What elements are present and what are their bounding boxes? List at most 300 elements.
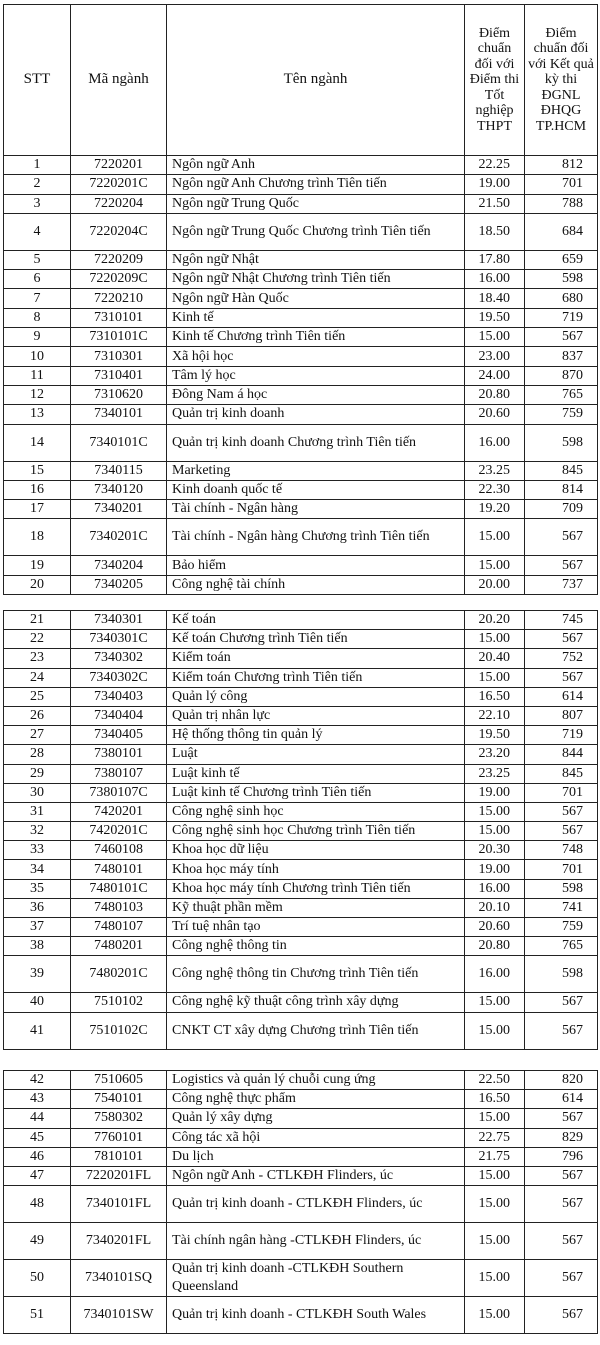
row-ten-nganh: Kiểm toán Chương trình Tiên tiến [167,668,465,687]
row-ma-nganh: 7220209C [71,270,167,289]
row-ma-nganh: 7480201 [71,937,167,956]
row-stt: 19 [4,556,71,575]
row-ten-nganh: Kế toán [167,611,465,630]
row-stt: 6 [4,270,71,289]
row-diem-dgnl: 765 [525,937,598,956]
row-stt: 31 [4,802,71,821]
row-diem-dgnl: 752 [525,649,598,668]
table-row [4,480,598,499]
row-diem-thpt: 15.00 [465,1012,525,1049]
row-diem-thpt: 23.20 [465,745,525,764]
row-diem-dgnl: 567 [525,802,598,821]
row-diem-thpt: 21.75 [465,1147,525,1166]
row-stt: 29 [4,764,71,783]
row-stt: 16 [4,480,71,499]
row-diem-thpt: 19.20 [465,500,525,519]
row-stt: 50 [4,1260,71,1297]
row-diem-thpt: 15.00 [465,822,525,841]
row-stt: 36 [4,898,71,917]
row-ma-nganh: 7340120 [71,480,167,499]
row-ten-nganh: Marketing [167,461,465,480]
row-ma-nganh: 7480101C [71,879,167,898]
row-ten-nganh: Quản trị kinh doanh Chương trình Tiên tiến [167,424,465,461]
row-ma-nganh: 7480107 [71,918,167,937]
row-ma-nganh: 7220201C [71,175,167,194]
row-diem-dgnl: 820 [525,1071,598,1090]
row-diem-dgnl: 701 [525,783,598,802]
row-ma-nganh: 7340101SQ [71,1260,167,1297]
row-ten-nganh: Ngôn ngữ Anh Chương trình Tiên tiến [167,175,465,194]
row-diem-thpt: 20.80 [465,385,525,404]
row-diem-dgnl: 788 [525,194,598,213]
row-stt: 4 [4,213,71,250]
row-diem-thpt: 15.00 [465,1297,525,1334]
row-ten-nganh: Công nghệ tài chính [167,575,465,594]
row-ma-nganh: 7340205 [71,575,167,594]
table-body-part-1 [4,156,598,595]
table-body-part-3 [4,1071,598,1334]
row-ten-nganh: Quản trị kinh doanh - CTLKĐH South Wales [167,1297,465,1334]
row-diem-thpt: 22.10 [465,706,525,725]
row-ten-nganh: Công nghệ sinh học Chương trình Tiên tiến [167,822,465,841]
row-ten-nganh: Ngôn ngữ Trung Quốc [167,194,465,213]
row-stt: 2 [4,175,71,194]
row-ma-nganh: 7480101 [71,860,167,879]
row-ten-nganh: Quản lý xây dựng [167,1109,465,1128]
header-diem-dgnl: Điểm chuẩn đối với Kết quả kỳ thi ĐGNL ĐHQG TP.HCM [525,5,598,156]
row-diem-thpt: 18.40 [465,289,525,308]
row-stt: 20 [4,575,71,594]
row-ma-nganh: 7340404 [71,706,167,725]
table-row [4,1186,598,1223]
row-diem-dgnl: 745 [525,611,598,630]
row-stt: 14 [4,424,71,461]
row-diem-thpt: 20.80 [465,937,525,956]
row-stt: 8 [4,308,71,327]
table-row [4,556,598,575]
row-ten-nganh: Ngôn ngữ Anh - CTLKĐH Flinders, úc [167,1166,465,1185]
row-diem-thpt: 20.60 [465,405,525,424]
row-diem-thpt: 19.50 [465,726,525,745]
row-diem-dgnl: 614 [525,687,598,706]
table-row [4,250,598,269]
row-diem-dgnl: 567 [525,556,598,575]
table-row [4,783,598,802]
header-stt: STT [4,5,71,156]
row-diem-thpt: 15.00 [465,802,525,821]
row-diem-thpt: 16.00 [465,879,525,898]
row-stt: 18 [4,519,71,556]
table-row [4,1260,598,1297]
row-diem-thpt: 22.30 [465,480,525,499]
row-diem-thpt: 15.00 [465,1186,525,1223]
row-ma-nganh: 7510102C [71,1012,167,1049]
row-diem-thpt: 24.00 [465,366,525,385]
table-body-part-2 [4,611,598,1050]
table-row [4,175,598,194]
row-diem-thpt: 15.00 [465,1109,525,1128]
row-stt: 42 [4,1071,71,1090]
table-section-1 [0,4,600,595]
row-ten-nganh: Kỹ thuật phần mềm [167,898,465,917]
row-diem-thpt: 17.80 [465,250,525,269]
table-row [4,194,598,213]
row-stt: 33 [4,841,71,860]
row-diem-thpt: 23.00 [465,347,525,366]
row-diem-thpt: 15.00 [465,1166,525,1185]
table-row [4,745,598,764]
row-stt: 48 [4,1186,71,1223]
table-row [4,1166,598,1185]
row-stt: 23 [4,649,71,668]
row-stt: 25 [4,687,71,706]
row-ma-nganh: 7340302 [71,649,167,668]
row-ten-nganh: Kinh doanh quốc tế [167,480,465,499]
row-ten-nganh: Quản trị kinh doanh [167,405,465,424]
row-ten-nganh: Hệ thống thông tin quản lý [167,726,465,745]
row-stt: 38 [4,937,71,956]
row-ma-nganh: 7480103 [71,898,167,917]
row-diem-dgnl: 567 [525,1166,598,1185]
row-ten-nganh: Tài chính - Ngân hàng Chương trình Tiên tiến [167,519,465,556]
row-ma-nganh: 7310101 [71,308,167,327]
row-ma-nganh: 7340201FL [71,1223,167,1260]
row-stt: 35 [4,879,71,898]
table-header-row [4,5,598,156]
row-ten-nganh: Quản trị nhân lực [167,706,465,725]
row-diem-dgnl: 759 [525,405,598,424]
row-diem-thpt: 20.40 [465,649,525,668]
table-row [4,649,598,668]
table-row [4,424,598,461]
row-stt: 45 [4,1128,71,1147]
row-diem-thpt: 22.50 [465,1071,525,1090]
row-diem-dgnl: 567 [525,668,598,687]
row-diem-thpt: 16.00 [465,956,525,993]
row-diem-dgnl: 567 [525,519,598,556]
row-stt: 7 [4,289,71,308]
table-row [4,630,598,649]
row-ma-nganh: 7220204 [71,194,167,213]
row-diem-dgnl: 567 [525,1297,598,1334]
row-ma-nganh: 7510102 [71,993,167,1012]
row-ten-nganh: Xã hội học [167,347,465,366]
row-ma-nganh: 7810101 [71,1147,167,1166]
table-row [4,461,598,480]
table-row [4,405,598,424]
row-stt: 39 [4,956,71,993]
row-ma-nganh: 7220204C [71,213,167,250]
row-stt: 10 [4,347,71,366]
table-row [4,1128,598,1147]
row-ten-nganh: Khoa học máy tính [167,860,465,879]
row-stt: 26 [4,706,71,725]
row-diem-thpt: 20.60 [465,918,525,937]
row-diem-dgnl: 829 [525,1128,598,1147]
row-ma-nganh: 7510605 [71,1071,167,1090]
row-ma-nganh: 7760101 [71,1128,167,1147]
row-diem-dgnl: 709 [525,500,598,519]
table-row [4,308,598,327]
row-stt: 51 [4,1297,71,1334]
row-ma-nganh: 7580302 [71,1109,167,1128]
row-diem-thpt: 15.00 [465,630,525,649]
row-diem-thpt: 16.50 [465,687,525,706]
row-ten-nganh: Quản trị kinh doanh -CTLKĐH Southern Queensland [167,1260,465,1297]
row-diem-dgnl: 680 [525,289,598,308]
table-row [4,918,598,937]
row-ma-nganh: 7380107 [71,764,167,783]
row-diem-thpt: 16.50 [465,1090,525,1109]
row-diem-thpt: 22.75 [465,1128,525,1147]
admission-score-table-part-3 [3,1070,598,1334]
row-diem-dgnl: 719 [525,308,598,327]
row-stt: 17 [4,500,71,519]
row-diem-dgnl: 567 [525,1109,598,1128]
row-stt: 30 [4,783,71,802]
row-diem-thpt: 19.00 [465,860,525,879]
table-row [4,1297,598,1334]
row-ma-nganh: 7340301C [71,630,167,649]
row-ten-nganh: Logistics và quản lý chuỗi cung ứng [167,1071,465,1090]
row-ten-nganh: Tài chính - Ngân hàng [167,500,465,519]
row-ma-nganh: 7340101C [71,424,167,461]
table-row [4,687,598,706]
row-stt: 21 [4,611,71,630]
row-ten-nganh: Đông Nam á học [167,385,465,404]
row-diem-dgnl: 567 [525,1260,598,1297]
row-diem-thpt: 16.00 [465,270,525,289]
row-stt: 24 [4,668,71,687]
row-ma-nganh: 7310301 [71,347,167,366]
row-stt: 13 [4,405,71,424]
row-ma-nganh: 7310101C [71,328,167,347]
row-ten-nganh: Ngôn ngữ Trung Quốc Chương trình Tiên tiến [167,213,465,250]
row-ten-nganh: Công tác xã hội [167,1128,465,1147]
row-diem-thpt: 15.00 [465,328,525,347]
row-diem-thpt: 15.00 [465,1223,525,1260]
table-row [4,289,598,308]
table-section-2 [0,610,600,1050]
row-diem-dgnl: 719 [525,726,598,745]
table-row [4,764,598,783]
table-row [4,841,598,860]
row-diem-thpt: 19.00 [465,783,525,802]
row-ma-nganh: 7540101 [71,1090,167,1109]
row-diem-thpt: 15.00 [465,556,525,575]
row-diem-thpt: 16.00 [465,424,525,461]
table-row [4,898,598,917]
row-ma-nganh: 7380107C [71,783,167,802]
row-ten-nganh: Kinh tế Chương trình Tiên tiến [167,328,465,347]
row-diem-thpt: 19.00 [465,175,525,194]
row-stt: 1 [4,156,71,175]
table-row [4,1071,598,1090]
row-ten-nganh: Ngôn ngữ Anh [167,156,465,175]
row-ma-nganh: 7340201 [71,500,167,519]
row-diem-dgnl: 845 [525,461,598,480]
row-ten-nganh: Ngôn ngữ Nhật Chương trình Tiên tiến [167,270,465,289]
header-ma-nganh: Mã ngành [71,5,167,156]
row-ten-nganh: Ngôn ngữ Hàn Quốc [167,289,465,308]
table-row [4,156,598,175]
row-ma-nganh: 7340201C [71,519,167,556]
row-diem-thpt: 18.50 [465,213,525,250]
table-row [4,347,598,366]
row-stt: 43 [4,1090,71,1109]
row-stt: 9 [4,328,71,347]
row-diem-dgnl: 870 [525,366,598,385]
table-row [4,668,598,687]
table-row [4,1090,598,1109]
row-diem-dgnl: 845 [525,764,598,783]
row-diem-dgnl: 812 [525,156,598,175]
row-diem-dgnl: 844 [525,745,598,764]
row-ma-nganh: 7340302C [71,668,167,687]
row-diem-dgnl: 701 [525,175,598,194]
row-ma-nganh: 7220210 [71,289,167,308]
row-diem-thpt: 20.20 [465,611,525,630]
row-stt: 22 [4,630,71,649]
row-ten-nganh: Trí tuệ nhân tạo [167,918,465,937]
row-ma-nganh: 7340115 [71,461,167,480]
header-diem-thpt: Điểm chuẩn đối với Điểm thi Tốt nghiệp THPT [465,5,525,156]
row-stt: 49 [4,1223,71,1260]
row-ten-nganh: Luật kinh tế [167,764,465,783]
table-row [4,937,598,956]
row-diem-dgnl: 684 [525,213,598,250]
row-diem-dgnl: 567 [525,1012,598,1049]
row-ten-nganh: Khoa học dữ liệu [167,841,465,860]
table-row [4,802,598,821]
row-diem-thpt: 21.50 [465,194,525,213]
row-ma-nganh: 7460108 [71,841,167,860]
row-stt: 34 [4,860,71,879]
row-ten-nganh: Luật [167,745,465,764]
row-stt: 44 [4,1109,71,1128]
row-ma-nganh: 7220201 [71,156,167,175]
row-stt: 47 [4,1166,71,1185]
row-diem-dgnl: 701 [525,860,598,879]
row-ten-nganh: Kiểm toán [167,649,465,668]
row-diem-dgnl: 765 [525,385,598,404]
row-stt: 46 [4,1147,71,1166]
row-diem-thpt: 20.00 [465,575,525,594]
row-diem-thpt: 23.25 [465,764,525,783]
row-ma-nganh: 7340101FL [71,1186,167,1223]
row-ma-nganh: 7310620 [71,385,167,404]
row-diem-dgnl: 567 [525,630,598,649]
table-row [4,270,598,289]
row-diem-thpt: 15.00 [465,1260,525,1297]
table-row [4,860,598,879]
row-diem-thpt: 19.50 [465,308,525,327]
row-ma-nganh: 7340301 [71,611,167,630]
row-diem-dgnl: 748 [525,841,598,860]
row-diem-dgnl: 598 [525,270,598,289]
table-row [4,611,598,630]
row-diem-thpt: 15.00 [465,668,525,687]
row-ten-nganh: Du lịch [167,1147,465,1166]
row-diem-dgnl: 567 [525,1186,598,1223]
row-ten-nganh: Công nghệ thông tin Chương trình Tiên tiến [167,956,465,993]
row-diem-dgnl: 598 [525,879,598,898]
row-stt: 5 [4,250,71,269]
row-ten-nganh: Công nghệ thông tin [167,937,465,956]
row-diem-dgnl: 614 [525,1090,598,1109]
row-stt: 27 [4,726,71,745]
row-stt: 41 [4,1012,71,1049]
table-row [4,956,598,993]
admission-score-table-part-1 [3,4,598,595]
table-row [4,385,598,404]
row-stt: 3 [4,194,71,213]
table-row [4,366,598,385]
row-ten-nganh: Quản trị kinh doanh - CTLKĐH Flinders, úc [167,1186,465,1223]
row-stt: 28 [4,745,71,764]
row-diem-dgnl: 598 [525,956,598,993]
row-diem-dgnl: 759 [525,918,598,937]
row-ma-nganh: 7340405 [71,726,167,745]
table-row [4,1109,598,1128]
row-stt: 15 [4,461,71,480]
row-ten-nganh: CNKT CT xây dựng Chương trình Tiên tiến [167,1012,465,1049]
row-diem-dgnl: 567 [525,822,598,841]
row-ma-nganh: 7310401 [71,366,167,385]
table-row [4,1147,598,1166]
table-row [4,706,598,725]
table-row [4,993,598,1012]
row-stt: 37 [4,918,71,937]
table-row [4,519,598,556]
row-ma-nganh: 7220201FL [71,1166,167,1185]
row-ten-nganh: Công nghệ thực phẩm [167,1090,465,1109]
row-ma-nganh: 7340403 [71,687,167,706]
table-section-3 [0,1070,600,1334]
row-ma-nganh: 7340101 [71,405,167,424]
row-diem-dgnl: 567 [525,1223,598,1260]
row-stt: 40 [4,993,71,1012]
table-row [4,1012,598,1049]
row-ma-nganh: 7420201 [71,802,167,821]
row-diem-thpt: 15.00 [465,519,525,556]
row-diem-dgnl: 737 [525,575,598,594]
row-ten-nganh: Kinh tế [167,308,465,327]
row-ma-nganh: 7420201C [71,822,167,841]
table-row [4,500,598,519]
row-diem-dgnl: 837 [525,347,598,366]
row-ma-nganh: 7480201C [71,956,167,993]
row-ma-nganh: 7220209 [71,250,167,269]
row-diem-dgnl: 659 [525,250,598,269]
row-diem-dgnl: 807 [525,706,598,725]
table-row [4,575,598,594]
row-ten-nganh: Khoa học máy tính Chương trình Tiên tiến [167,879,465,898]
row-ten-nganh: Ngôn ngữ Nhật [167,250,465,269]
row-ten-nganh: Kế toán Chương trình Tiên tiến [167,630,465,649]
row-ma-nganh: 7340204 [71,556,167,575]
row-ten-nganh: Bảo hiểm [167,556,465,575]
row-ma-nganh: 7380101 [71,745,167,764]
row-ten-nganh: Tài chính ngân hàng -CTLKĐH Flinders, úc [167,1223,465,1260]
row-diem-dgnl: 741 [525,898,598,917]
table-row [4,879,598,898]
table-row [4,1223,598,1260]
row-diem-dgnl: 567 [525,328,598,347]
row-diem-thpt: 22.25 [465,156,525,175]
row-ten-nganh: Công nghệ sinh học [167,802,465,821]
row-ten-nganh: Công nghệ kỹ thuật công trình xây dựng [167,993,465,1012]
